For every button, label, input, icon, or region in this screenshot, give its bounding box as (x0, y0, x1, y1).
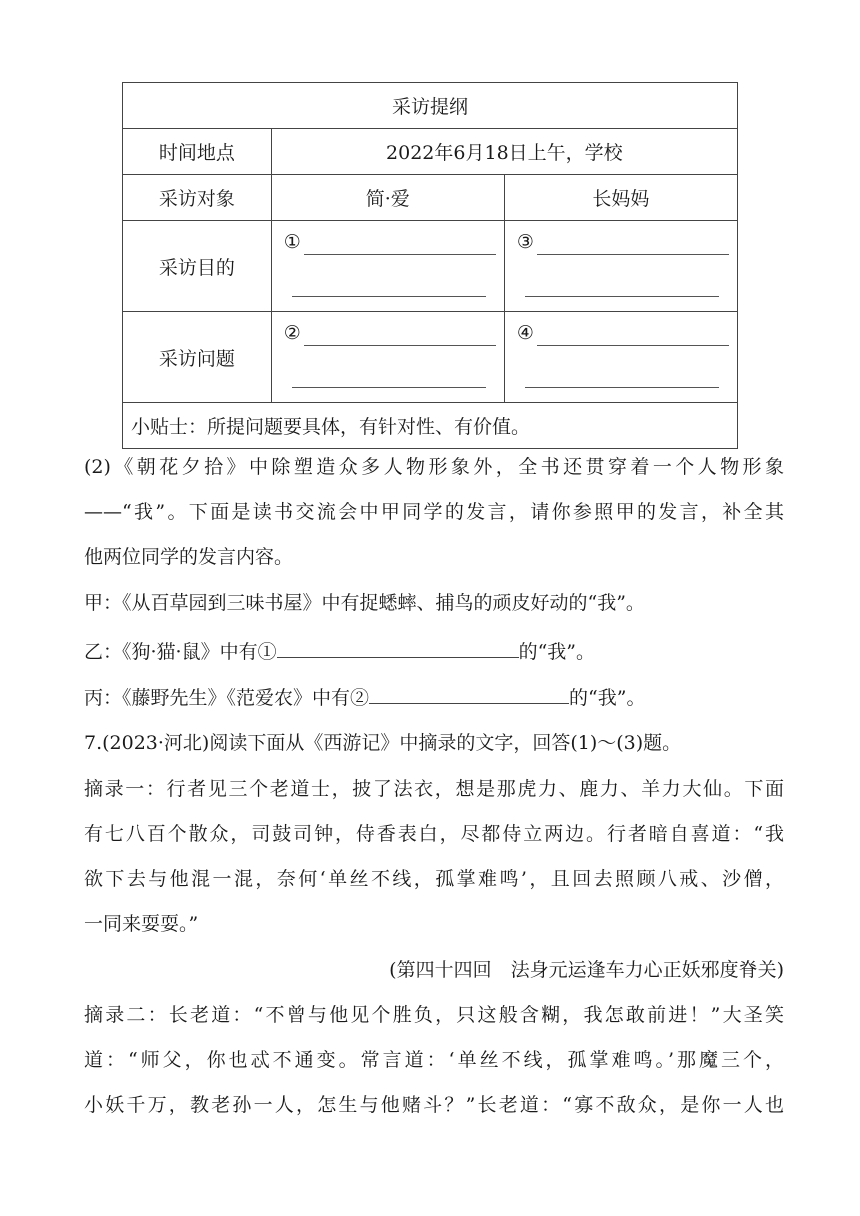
answer-line (537, 254, 729, 255)
excerpt1-line-3: 欲下去与他混一混，奈何‘单丝不线，孤掌难鸣’，且回去照顾八戒、沙僧， (84, 868, 784, 890)
q2-line-1: (2)《朝花夕拾》中除塑造众多人物形象外，全书还贯穿着一个人物形象 (84, 456, 784, 478)
question-answer-2[interactable] (271, 312, 504, 403)
excerpt1-source: (第四十四回 法身元运逢车力心正妖邪度脊关) (389, 959, 784, 981)
q2-yi-prefix: 乙：《狗·猫·鼠》中有① (84, 641, 277, 663)
answer-line (304, 345, 496, 346)
purpose-answer-3[interactable] (504, 221, 737, 312)
subject-jane-eyre: 简·爱 (271, 175, 504, 221)
purpose-label: 采访目的 (123, 221, 272, 312)
q2-line-2: ——“我”。下面是读书交流会中甲同学的发言，请你参照甲的发言，补全其 (84, 501, 784, 523)
answer-line (525, 296, 719, 297)
answer-line (537, 345, 729, 346)
time-place-label: 时间地点 (123, 129, 272, 175)
answer-blank-2[interactable] (369, 683, 569, 704)
answer-line (525, 387, 719, 388)
purpose-answer-1[interactable] (271, 221, 504, 312)
subject-chang-mama: 长妈妈 (504, 175, 737, 221)
table-title: 采访提纲 (123, 83, 738, 129)
excerpt1-line-4: 一同来耍耍。” (84, 913, 199, 935)
blank-marker: ③ (516, 231, 534, 253)
answer-blank-1[interactable] (277, 637, 519, 658)
question-answer-4[interactable] (504, 312, 737, 403)
q2-jia: 甲：《从百草园到三味书屋》中有捉蟋蟀、捕鸟的顽皮好动的“我”。 (84, 592, 645, 614)
q2-yi-suffix: 的“我”。 (518, 641, 596, 663)
blank-marker: ② (283, 322, 301, 344)
q2-bing-prefix: 丙：《藤野先生》《范爱农》中有② (84, 687, 370, 709)
excerpt1-line-2: 有七八百个散众，司鼓司钟，侍香表白，尽都侍立两边。行者暗自喜道：“我 (84, 823, 784, 845)
excerpt2-line-1: 摘录二：长老道：“不曾与他见个胜负，只这般含糊，我怎敢前进！”大圣笑 (84, 1004, 784, 1026)
answer-line (292, 296, 486, 297)
q2-yi (84, 637, 784, 666)
q2-bing (84, 683, 784, 712)
q7-stem: 7.(2023·河北)阅读下面从《西游记》中摘录的文字，回答(1)～(3)题。 (84, 732, 682, 754)
q2-line-3: 他两位同学的发言内容。 (84, 546, 294, 568)
blank-marker: ① (283, 231, 301, 253)
answer-line (304, 254, 496, 255)
time-place-value: 2022年6月18日上午，学校 (271, 129, 737, 175)
interview-outline-table (122, 82, 738, 449)
subject-label: 采访对象 (123, 175, 272, 221)
answer-line (292, 387, 486, 388)
blank-marker: ④ (516, 322, 534, 344)
question-label: 采访问题 (123, 312, 272, 403)
excerpt2-line-3: 小妖千万，教老孙一人，怎生与他赌斗？”长老道：“寡不敌众，是你一人也 (84, 1094, 784, 1116)
excerpt1-line-1: 摘录一：行者见三个老道士，披了法衣，想是那虎力、鹿力、羊力大仙。下面 (84, 778, 784, 800)
excerpt2-line-2: 道：“师父，你也忒不通变。常言道：‘单丝不线，孤掌难鸣。’那魔三个， (84, 1049, 784, 1071)
q2-bing-suffix: 的“我”。 (569, 687, 646, 709)
tip-note: 小贴士：所提问题要具体，有针对性、有价值。 (123, 403, 738, 449)
